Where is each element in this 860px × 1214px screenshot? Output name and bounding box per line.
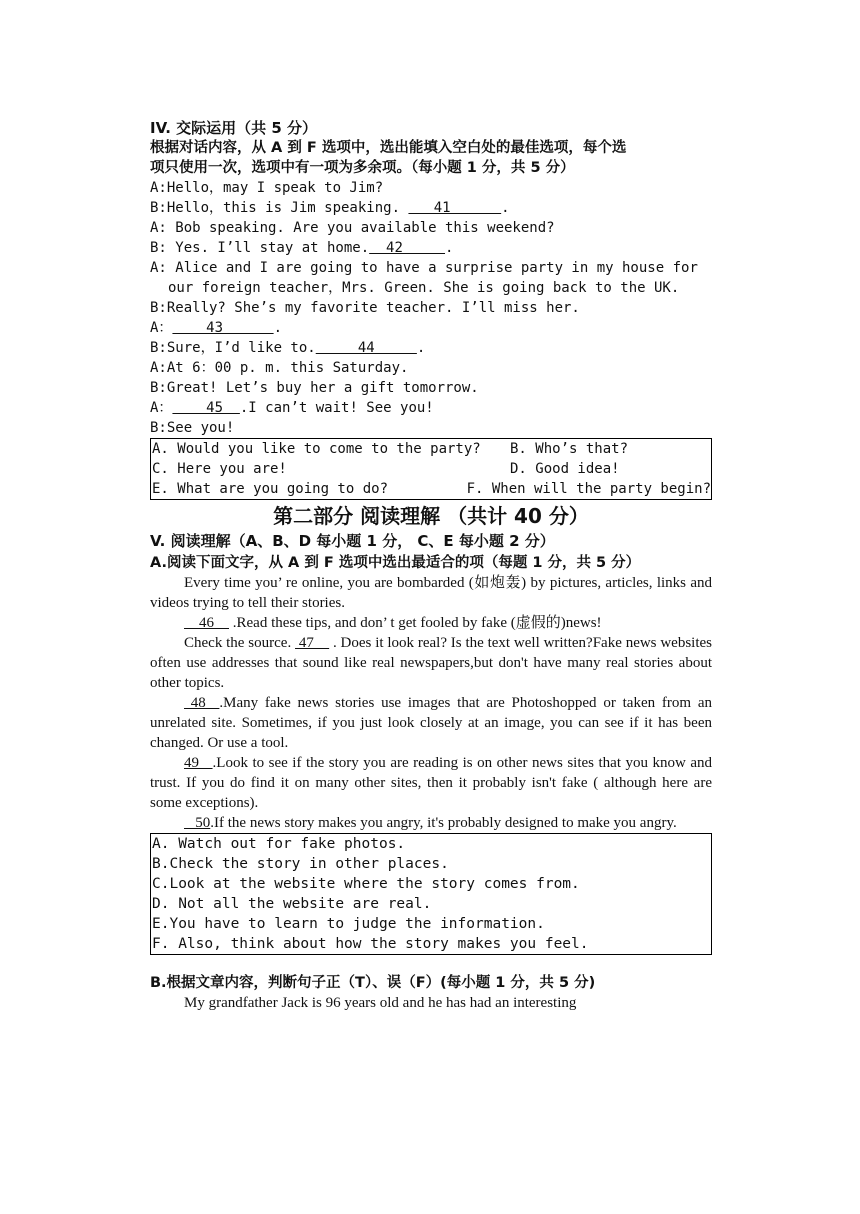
dialogue-line	[150, 258, 712, 278]
dialogue-text: .I can’t wait! See you!	[239, 400, 434, 416]
passage-paragraph	[150, 613, 712, 633]
answer-blank[interactable]: 49	[184, 755, 213, 771]
section-iv-title: IV. 交际运用（共 5 分）	[150, 119, 318, 137]
option-c: C. Here you are!	[152, 461, 287, 477]
answer-blank[interactable]: 47	[295, 635, 330, 651]
reading-option-d: D. Not all the website are real.	[152, 896, 432, 912]
paragraph-text: Check the source.	[184, 635, 296, 651]
dialogue-text: A：	[150, 400, 173, 416]
paragraph-text: .If the news story makes you angry, it's probably designed to make you angry.	[210, 815, 677, 831]
dialogue-text: A:At 6：00 p. m. this Saturday.	[150, 360, 409, 376]
dialogue-options-box	[150, 438, 712, 500]
reading-passage	[150, 573, 712, 833]
option-a: A. Would you like to come to the party?	[152, 441, 481, 457]
exam-page	[150, 118, 712, 1013]
answer-blank[interactable]: 42	[369, 240, 446, 256]
section-b-paragraph	[150, 993, 712, 1013]
passage-paragraph	[150, 813, 712, 833]
dialogue-text: B:Hello，this is Jim speaking.	[150, 200, 409, 216]
dialogue-text: A：	[150, 320, 173, 336]
paragraph-text: . Does it look real? Is the text well written?Fake news websites often use addresses that sound like real newspapers,but don't have many real stories about other topics.	[150, 635, 713, 691]
paragraph-text: .Read these tips, and don’ t get fooled by fake (虚假的)news!	[229, 615, 602, 631]
answer-blank[interactable]: 45	[172, 400, 240, 416]
dialogue-text: .	[416, 340, 426, 356]
section-b-title: B.根据文章内容，判断句子正（T）、误（F）(每小题 1 分，共 5 分)	[150, 975, 596, 991]
dialogue-text: B: Yes. I’ll stay at home.	[150, 240, 370, 256]
dialogue-text: B:See you!	[150, 420, 235, 436]
dialogue-text: .	[445, 240, 454, 256]
option-b: B. Who’s that?	[510, 441, 629, 457]
option-row	[152, 439, 711, 459]
dialogue-line	[150, 198, 712, 218]
paragraph-text: .Many fake news stories use images that are Photoshopped or taken from an unrelated site. Sometimes, if you just look closely at an image, you can see if it has been changed. Or use a tool.	[150, 695, 712, 751]
dialogue-line	[150, 178, 712, 198]
passage-paragraph	[150, 693, 712, 753]
dialogue-text: A: Bob speaking. Are you available this weekend?	[150, 220, 555, 236]
dialogue-line	[150, 298, 712, 318]
dialogue-line	[150, 238, 712, 258]
reading-option-e: E.You have to learn to judge the information.	[152, 916, 545, 932]
dialogue-line	[150, 278, 712, 298]
option-f: F. When will the party begin?	[466, 481, 711, 497]
dialogue-line	[150, 318, 712, 338]
reading-option-c: C.Look at the website where the story comes from.	[152, 876, 580, 892]
dialogue-text: A:Hello，may I speak to Jim?	[150, 180, 384, 196]
passage-paragraph	[150, 633, 712, 693]
answer-blank[interactable]: 41	[408, 200, 502, 216]
reading-option-b: B.Check the story in other places.	[152, 856, 449, 872]
answer-blank[interactable]: 43	[172, 320, 274, 336]
answer-blank[interactable]: 48	[184, 695, 220, 711]
dialogue-line	[150, 218, 712, 238]
reading-option-a: A. Watch out for fake photos.	[152, 836, 406, 852]
dialogue-line	[150, 378, 712, 398]
dialogue-line	[150, 398, 712, 418]
dialogue-line	[150, 358, 712, 378]
dialogue-text: A: Alice and I are going to have a surprise party in my house for	[150, 260, 698, 276]
dialogue-text: B:Great! Let’s buy her a gift tomorrow.	[150, 380, 479, 396]
dialogue-line	[150, 418, 712, 438]
answer-blank[interactable]: 46	[184, 615, 229, 631]
dialogue	[150, 178, 712, 438]
dialogue-text: .	[501, 200, 510, 216]
dialogue-line	[150, 338, 712, 358]
option-d: D. Good idea!	[510, 461, 620, 477]
dialogue-text: B:Sure，I’d like to.	[150, 340, 316, 356]
dialogue-text: B:Really? She’s my favorite teacher. I’ll miss her.	[150, 300, 580, 316]
answer-blank[interactable]: 44	[315, 340, 417, 356]
option-e: E. What are you going to do?	[152, 481, 389, 497]
dialogue-text: .	[273, 320, 283, 336]
paragraph-text: .Look to see if the story you are reading is on other news sites that you know and trust. If you do find it on many other sites, then it probably isn't fake ( although here are some exceptions).	[150, 755, 713, 811]
passage-paragraph	[150, 753, 712, 813]
reading-option-f: F. Also, think about how the story makes you feel.	[152, 936, 589, 952]
section-iv-instruction-2: 项只使用一次，选项中有一项为多余项。（每小题 1 分，共 5 分）	[150, 160, 575, 176]
option-row	[152, 459, 711, 479]
reading-options-box	[150, 833, 712, 955]
passage-paragraph	[150, 573, 712, 613]
answer-blank[interactable]: 50	[184, 815, 211, 831]
option-row	[152, 479, 711, 499]
section-a-title: A.阅读下面文字，从 A 到 F 选项中选出最适合的项（每题 1 分，共 5 分）	[150, 555, 641, 571]
section-iv-instruction-1: 根据对话内容，从 A 到 F 选项中，选出能填入空白处的最佳选项，每个选	[150, 140, 627, 156]
part-two-title: 第二部分 阅读理解 （共计 40 分）	[273, 504, 589, 528]
dialogue-text: our foreign teacher，Mrs. Green. She is going back to the UK.	[168, 280, 680, 296]
section-v-title: V. 阅读理解（A、B、D 每小题 1 分， C、E 每小题 2 分）	[150, 532, 555, 550]
paragraph-text: Every time you’ re online, you are bombarded (如炮轰) by pictures, articles, links and videos trying to tell their stories.	[150, 575, 712, 611]
section-b-text: My grandfather Jack is 96 years old and he has had an interesting	[184, 995, 577, 1011]
